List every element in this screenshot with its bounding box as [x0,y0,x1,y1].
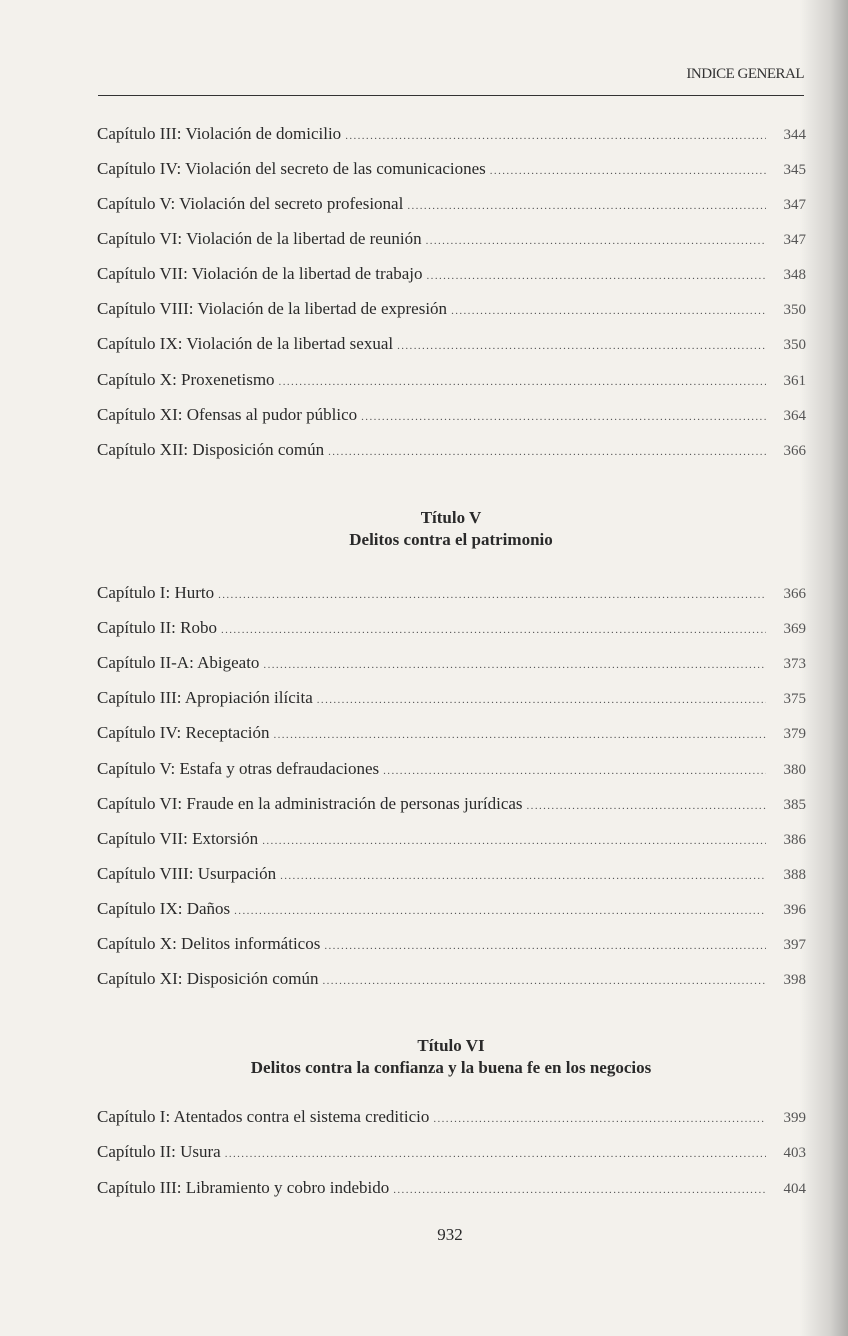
toc-entry-page: 361 [783,373,806,389]
toc-entry [97,861,806,887]
dot-leader [393,1177,766,1203]
toc-entry-label: Capítulo I: Atentados contra el sistema crediticio [97,1107,430,1126]
toc-entry [97,226,806,252]
toc-entry-label: Capítulo V: Estafa y otras defraudaciones [97,759,380,778]
dot-leader [322,968,766,994]
page-number: 932 [437,1225,463,1244]
toc-entry-label: Capítulo VII: Violación de la libertad de trabajo [97,264,423,283]
dot-leader [317,687,766,713]
toc-entry-page: 403 [783,1145,806,1161]
toc-entry-label: Capítulo I: Hurto [97,583,215,602]
toc-entry-label: Capítulo IX: Violación de la libertad sexual [97,334,394,353]
toc-entry-label: Capítulo VI: Fraude en la administración de personas jurídicas [97,794,523,813]
dot-leader [427,263,766,289]
toc-entry [97,931,806,957]
dot-leader [361,404,766,430]
section-title: Título VI [417,1036,485,1055]
toc-entry [97,156,806,182]
toc-entry-label: Capítulo VIII: Violación de la libertad de expresión [97,299,448,318]
toc-entry-page: 396 [783,902,806,918]
toc-entry-label: Capítulo II: Usura [97,1142,221,1161]
dot-leader [451,298,766,324]
toc-entry-page: 350 [783,302,806,318]
dot-leader [221,617,766,643]
dot-leader [527,793,766,819]
toc-entry-label: Capítulo VI: Violación de la libertad de reunión [97,229,422,248]
toc-entry-label: Capítulo X: Delitos informáticos [97,934,321,953]
dot-leader [280,863,766,889]
dot-leader [279,369,766,395]
toc-entry-label: Capítulo X: Proxenetismo [97,370,275,389]
toc-entry-label: Capítulo V: Violación del secreto profesional [97,194,404,213]
toc-entry [97,650,806,676]
toc-entry-label: Capítulo IX: Daños [97,899,231,918]
toc-entry-label: Capítulo III: Libramiento y cobro indebido [97,1178,390,1197]
dot-leader [225,1141,766,1167]
dot-leader [262,828,766,854]
dot-leader [426,228,766,254]
toc-entry-label: Capítulo XII: Disposición común [97,440,325,459]
toc-entry [97,1139,806,1165]
toc-entry-page: 350 [783,337,806,353]
section-subtitle: Delitos contra la confianza y la buena fe en los negocios [250,1058,652,1077]
toc-entry [97,121,806,147]
toc-entry-page: 348 [783,267,806,283]
toc-entry [97,685,806,711]
toc-entry [97,615,806,641]
toc-entry-page: 347 [783,197,806,213]
toc-entry-page: 375 [783,691,806,707]
toc-entry-page: 388 [783,867,806,883]
toc-entry [97,720,806,746]
header-rule [98,95,804,96]
dot-leader [433,1106,766,1132]
running-head: INDICE GENERAL [686,66,804,82]
section-subtitle: Delitos contra el patrimonio [349,530,553,549]
toc-entry-page: 373 [783,656,806,672]
toc-entry-page: 364 [783,408,806,424]
toc-entry [97,791,806,817]
dot-leader [263,652,766,678]
toc-entry-label: Capítulo II: Robo [97,618,217,637]
toc-entry [97,756,806,782]
toc-entry [97,966,806,992]
toc-entry [97,331,806,357]
toc-entry-page: 404 [783,1181,806,1197]
toc-entry-label: Capítulo VII: Extorsión [97,829,259,848]
dot-leader [383,758,766,784]
toc-entry-label: Capítulo XI: Ofensas al pudor público [97,405,358,424]
toc-entry-page: 369 [783,621,806,637]
toc-entry-page: 397 [783,937,806,953]
toc-entry-label: Capítulo III: Violación de domicilio [97,124,342,143]
toc-entry-page: 380 [783,762,806,778]
toc-entry-page: 347 [783,232,806,248]
dot-leader [324,933,766,959]
toc-entry-page: 399 [783,1110,806,1126]
toc-entry-page: 366 [783,443,806,459]
toc-entry-page: 379 [783,726,806,742]
dot-leader [490,158,766,184]
dot-leader [328,439,766,465]
toc-entry-label: Capítulo III: Apropiación ilícita [97,688,313,707]
dot-leader [407,193,766,219]
dot-leader [397,333,766,359]
toc-entry-label: Capítulo VIII: Usurpación [97,864,277,883]
toc-entry [97,580,806,606]
toc-entry-label: Capítulo II-A: Abigeato [97,653,260,672]
toc-entry [97,261,806,287]
toc-entry [97,1104,806,1130]
toc-entry [97,402,806,428]
dot-leader [234,898,766,924]
toc-entry-page: 345 [783,162,806,178]
dot-leader [218,582,766,608]
toc-entry-label: Capítulo XI: Disposición común [97,969,319,988]
toc-entry [97,367,806,393]
toc-entry [97,1175,806,1201]
toc-entry-page: 366 [783,586,806,602]
toc-entry-page: 344 [783,127,806,143]
toc-entry-label: Capítulo IV: Violación del secreto de las comunicaciones [97,159,486,178]
toc-entry-page: 385 [783,797,806,813]
toc-entry [97,296,806,322]
toc-entry-label: Capítulo IV: Receptación [97,723,270,742]
toc-entry [97,896,806,922]
toc-entry [97,826,806,852]
toc-entry [97,191,806,217]
dot-leader [345,123,766,149]
toc-entry [97,437,806,463]
section-title: Título V [420,508,482,527]
toc-entry-page: 386 [783,832,806,848]
dot-leader [273,722,766,748]
toc-entry-page: 398 [783,972,806,988]
